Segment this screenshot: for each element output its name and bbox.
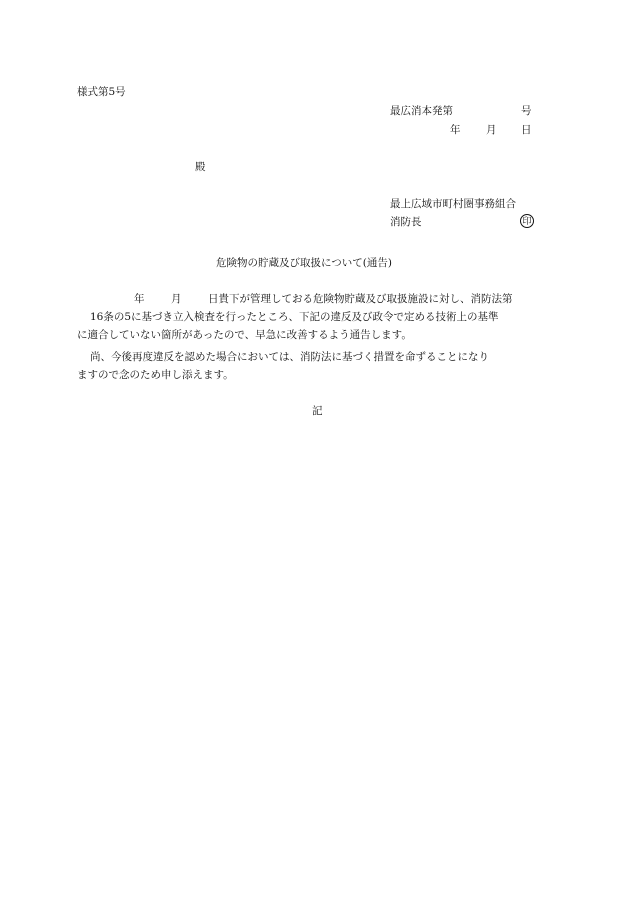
paragraph-1-line-2: 16条の5に基づき立入検査を行ったところ、下記の違反及び政令で定める技術上の基準 [90,311,499,323]
paragraph-1-year: 年 [134,293,145,305]
sender-organization: 最上広域市町村圏事務組合 [390,198,516,210]
document-number-suffix: 号 [521,105,532,117]
date-month: 月 [486,124,497,136]
notes-heading: 記 [312,405,323,417]
date-day: 日 [521,124,532,136]
paragraph-2-line-1: 尚、今後再度違反を認めた場合においては、消防法に基づく措置を命ずることになり [90,351,489,363]
date-year: 年 [450,124,461,136]
paragraph-1-line-1-text: 日貴下が管理しておる危険物貯蔵及び取扱施設に対し、消防法第 [208,293,513,305]
form-number: 様式第5号 [77,86,126,98]
document-subject: 危険物の貯蔵及び取扱について(通告) [216,257,392,269]
paragraph-1-month: 月 [171,293,182,305]
sender-title: 消防長 [390,216,422,228]
document-number-prefix: 最広消本発第 [390,105,453,117]
addressee-honorific: 殿 [195,161,206,173]
paragraph-1-line-3: に適合していない箇所があったので、早急に改善するよう通告します。 [77,329,412,341]
seal-mark: 印 [520,214,534,228]
paragraph-2-line-2: ますので念のため申し添えます。 [77,369,234,381]
